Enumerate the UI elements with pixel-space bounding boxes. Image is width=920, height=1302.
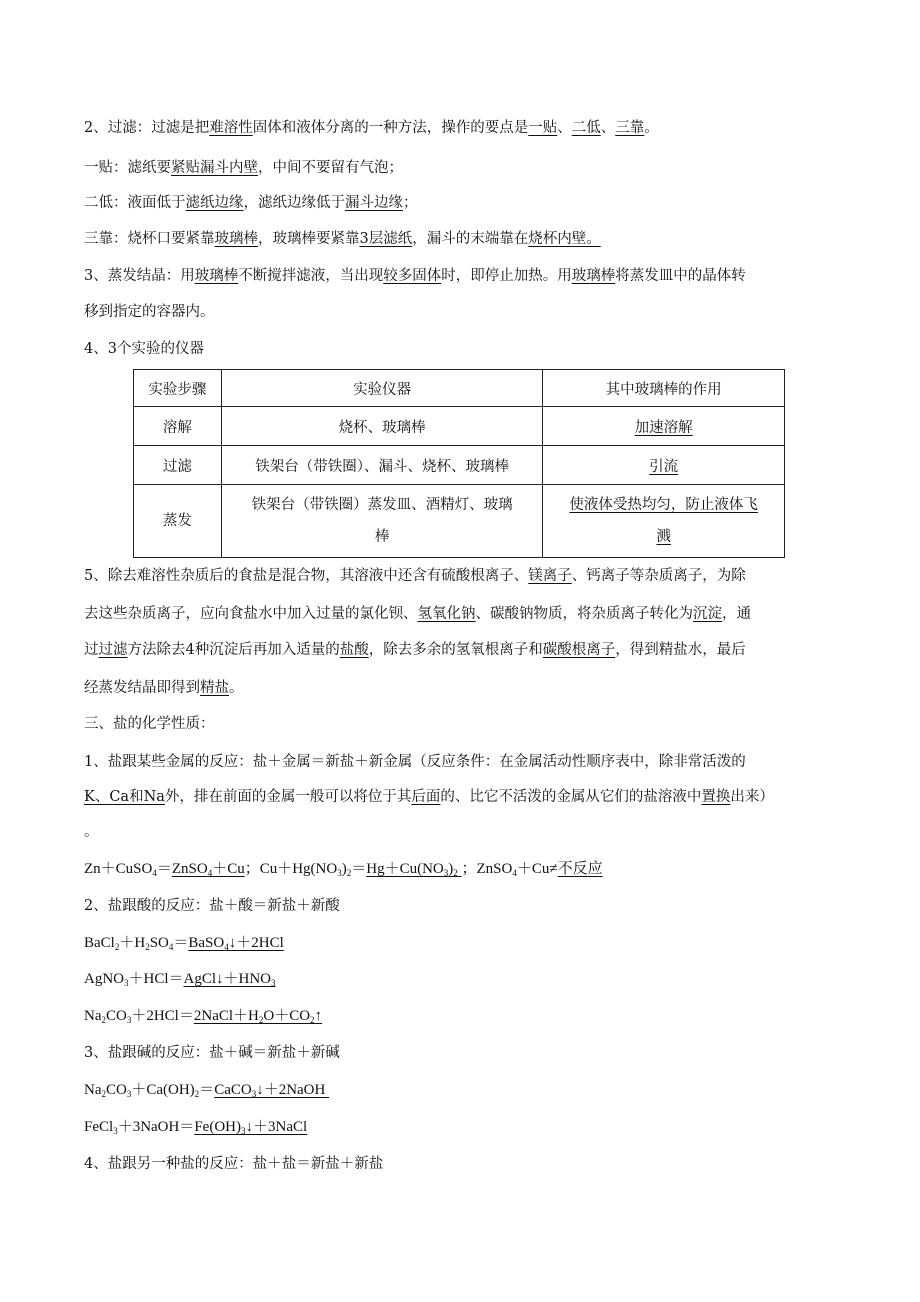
eq-text: AgCl↓＋HNO [183, 971, 272, 987]
subscript: 2 [258, 1015, 264, 1025]
table-cell: 溶解 [134, 407, 222, 446]
reaction-4-title [84, 1154, 383, 1174]
eq-text: ＋2HCl＝ [131, 1008, 194, 1024]
salt-purify-line-2 [84, 604, 751, 624]
eq-text: ZnSO [171, 861, 208, 877]
answer-blank [184, 971, 276, 987]
subscript: 3 [113, 1126, 118, 1136]
reaction-2-title [84, 896, 340, 916]
evaporation-line-1 [84, 266, 746, 286]
text: 二低：液面低于 [84, 195, 186, 211]
text: 1、盐跟某些金属的反应：盐＋金属＝新盐＋新金属（反应条件：在金属活动性顺序表中，除非常活泼的 [84, 754, 746, 770]
text: 三靠：烧杯口要紧靠 [84, 231, 215, 247]
answer-blank: 玻璃棒 [214, 231, 258, 247]
text: 固体和液体分离的一种方法，操作的要点是 [252, 120, 529, 136]
reaction-1-line-1 [84, 752, 746, 772]
answer-blank: 碳酸根离子 [542, 642, 616, 658]
answer-blank: 玻璃棒 [194, 268, 239, 284]
eq-text: ＋3NaOH＝ [117, 1119, 195, 1135]
text: 5、除去难溶性杂质后的食盐是混合物，其溶液中还含有硫酸根离子、 [84, 568, 529, 584]
answer-blank [366, 861, 461, 877]
eq-text: BaSO [188, 935, 225, 951]
yitie-line [84, 158, 403, 178]
subscript: 3 [126, 1015, 132, 1025]
text: 3、盐跟碱的反应：盐＋碱＝新盐＋新碱 [84, 1045, 340, 1061]
text: 去这些杂质离子，应向食盐水中加入过量的氯化钡、 [84, 606, 418, 622]
answer-blank: 紧贴漏斗内壁 [171, 160, 258, 176]
table-cell [543, 446, 785, 485]
answer-blank: 镁离子 [528, 568, 572, 584]
equation-na2co3-hcl [84, 1006, 322, 1026]
answer-blank: 使液体受热均匀，防止液体飞 [569, 497, 758, 513]
answer-blank: 烧杯内壁。 [528, 231, 601, 247]
text: 外，排在前面的金属一般可以将位于其 [164, 789, 412, 805]
cell-line: 铁架台（带铁圈）蒸发皿、酒精灯、玻璃 [251, 497, 513, 513]
answer-blank [194, 1119, 307, 1135]
eq-text: O＋CO [263, 1008, 311, 1024]
text: 时，即停止加热。用 [441, 268, 572, 284]
header-cell: 其中玻璃棒的作用 [543, 370, 785, 407]
eq-text: ＝ [199, 1082, 215, 1098]
eq-text: Zn＋CuSO [84, 861, 153, 877]
evaporation-line-2 [84, 302, 215, 322]
eq-text: CO [106, 1008, 127, 1024]
text: 3、蒸发结晶：用 [84, 268, 195, 284]
filtration-intro [84, 118, 659, 138]
subscript: 3 [337, 868, 342, 878]
answer-blank: 三靠 [615, 120, 645, 136]
eq-text: 2NaCl＋H [193, 1008, 259, 1024]
eq-text: ↓＋2NaOH [256, 1082, 326, 1098]
eq-text: BaCl [84, 935, 115, 951]
eq-text: ) [448, 861, 454, 877]
answer-blank: 精盐 [200, 680, 229, 696]
text: ，玻璃棒要紧靠 [258, 231, 360, 247]
text: ，除去多余的氢氧根离子和 [368, 642, 543, 658]
answer-blank: 后面 [411, 789, 441, 805]
eq-text: ) [341, 861, 347, 877]
section-heading [84, 714, 215, 734]
subscript: 4 [168, 942, 174, 952]
eq-text: ＋Ca(OH) [131, 1082, 195, 1098]
eq-text: ＝ [173, 935, 189, 951]
text: ，得到精盐水，最后 [615, 642, 746, 658]
text: 经蒸发结晶即得到 [84, 680, 200, 696]
instruments-title [84, 339, 204, 359]
answer-blank: 过滤 [98, 642, 128, 658]
text: ，通 [722, 606, 751, 622]
eq-text: Na [84, 1082, 102, 1098]
text: 方法除去4种沉淀后再加入适量的 [127, 642, 340, 658]
text: 。 [84, 824, 99, 840]
subscript: 2 [145, 942, 150, 952]
eq-text: ＋H [119, 935, 146, 951]
eq-text: ＝ [156, 861, 172, 877]
answer-blank: 一贴 [528, 120, 558, 136]
text: ，中间不要留有气泡； [258, 160, 403, 176]
subscript: 3 [443, 868, 449, 878]
subscript: 2 [310, 1015, 315, 1025]
reaction-1-line-2 [84, 787, 774, 807]
table-row [134, 485, 785, 558]
text: 一贴：滤纸要 [84, 160, 171, 176]
table-cell: 过滤 [134, 446, 222, 485]
subscript: 4 [512, 868, 517, 878]
answer-blank: 盐酸 [339, 642, 369, 658]
eq-text: Na [84, 1008, 102, 1024]
subscript: 3 [251, 1089, 257, 1099]
text: 不断搅拌滤液，当出现 [238, 268, 384, 284]
equation-fecl3-naoh [84, 1117, 307, 1137]
text: 三、盐的化学性质： [84, 716, 215, 732]
answer-blank [172, 861, 245, 877]
eq-text: ↑ [314, 1008, 323, 1024]
text: 2、过滤：过滤是把 [84, 120, 210, 136]
answer-blank: 3层滤纸 [359, 231, 413, 247]
eq-text: Fe(OH) [194, 1119, 241, 1135]
answer-blank: 置换 [701, 789, 731, 805]
answer-blank: 滤纸边缘 [185, 195, 244, 211]
eq-text: ＋Cu≠ [516, 861, 558, 877]
text: 4、盐跟另一种盐的反应：盐＋盐＝新盐＋新盐 [84, 1156, 384, 1172]
subscript: 4 [207, 868, 213, 878]
subscript: 4 [152, 868, 157, 878]
answer-blank: 较多固体 [383, 268, 442, 284]
table-header-row [134, 370, 785, 407]
subscript: 3 [241, 1126, 246, 1136]
answer-blank: 玻璃棒 [571, 268, 616, 284]
answer-blank: 沉淀 [693, 606, 722, 622]
answer-blank: 二低 [571, 120, 601, 136]
text: 。 [229, 680, 244, 696]
eq-text: Hg＋Cu(NO [366, 861, 444, 877]
text: 出来） [730, 789, 774, 805]
subscript: 2 [101, 1089, 106, 1099]
subscript: 2 [346, 868, 352, 878]
text: 的、比它不活泼的金属从它们的盐溶液中 [440, 789, 702, 805]
answer-blank: 不反应 [557, 861, 603, 877]
text: ，漏斗的末端靠在 [412, 231, 529, 247]
answer-blank: 难溶性 [209, 120, 253, 136]
answer-blank: 溅 [656, 529, 671, 545]
text: 。 [644, 120, 659, 136]
subscript: 2 [101, 1015, 106, 1025]
eq-text: ＋HCl＝ [128, 971, 184, 987]
table-cell: 蒸发 [134, 485, 222, 558]
table-cell: 烧杯、玻璃棒 [221, 407, 542, 446]
eq-text: ；ZnSO [461, 861, 513, 877]
table-row [134, 446, 785, 485]
subscript: 4 [224, 942, 229, 952]
eq-text: FeCl [84, 1119, 114, 1135]
eq-text: CaCO [214, 1082, 252, 1098]
eq-text: CO [106, 1082, 127, 1098]
text: 2、盐跟酸的反应：盐＋酸＝新盐＋新酸 [84, 898, 340, 914]
salt-purify-line-3 [84, 640, 746, 660]
subscript: 3 [126, 1089, 132, 1099]
eq-text: SO [149, 935, 169, 951]
text: ，滤纸边缘低于 [243, 195, 345, 211]
equation-agno3-hcl [84, 969, 276, 989]
text: 、碳酸钠物质，将杂质离子转化为 [475, 606, 693, 622]
instrument-table [133, 369, 785, 558]
table-cell: 铁架台（带铁圈）、漏斗、烧杯、玻璃棒 [221, 446, 542, 485]
text: 将蒸发皿中的晶体转 [615, 268, 746, 284]
salt-purify-line-4 [84, 678, 244, 698]
subscript: 3 [124, 978, 129, 988]
answer-blank: 氢氧化钠 [417, 606, 476, 622]
table-cell [543, 485, 785, 558]
eq-text: AgNO [84, 971, 124, 987]
cell-line: 棒 [374, 529, 390, 545]
equation-bacl2-h2so4 [84, 933, 284, 953]
table-cell [543, 407, 785, 446]
erdi-line [84, 193, 418, 213]
eq-text: ↓＋2HCl [228, 935, 284, 951]
header-cell: 实验仪器 [221, 370, 542, 407]
text: 、 [600, 120, 616, 136]
salt-purify-line-1 [84, 566, 746, 586]
text: 、 [557, 120, 572, 136]
answer-blank: K、Ca和Na [84, 789, 165, 805]
eq-text: ；Cu＋Hg(NO [244, 861, 338, 877]
header-cell: 实验步骤 [134, 370, 222, 407]
table-cell [221, 485, 542, 558]
answer-blank [188, 935, 283, 951]
answer-blank [194, 1008, 322, 1024]
sankao-line [84, 229, 601, 249]
subscript: 2 [194, 1089, 200, 1099]
equation-na2co3-caoh2 [84, 1080, 329, 1100]
text: 移到指定的容器内。 [84, 304, 215, 320]
reaction-1-line-3 [84, 822, 99, 842]
eq-text: ↓＋3NaCl [245, 1119, 308, 1135]
table-row [134, 407, 785, 446]
text: ； [403, 195, 418, 211]
subscript: 2 [114, 942, 120, 952]
reaction-3-title [84, 1043, 340, 1063]
answer-blank [214, 1082, 329, 1098]
answer-blank: 引流 [649, 458, 679, 475]
text: 4、3个实验的仪器 [84, 341, 204, 357]
subscript: 2 [453, 868, 458, 878]
equation-zn-cuso4 [84, 859, 603, 879]
answer-blank: 加速溶解 [634, 419, 693, 436]
eq-text: ＝ [351, 861, 367, 877]
text: 过 [84, 642, 99, 658]
eq-text: ＋Cu [212, 861, 245, 877]
subscript: 3 [271, 978, 276, 988]
answer-blank: 漏斗边缘 [345, 195, 403, 211]
text: 、钙离子等杂质离子，为除 [571, 568, 746, 584]
